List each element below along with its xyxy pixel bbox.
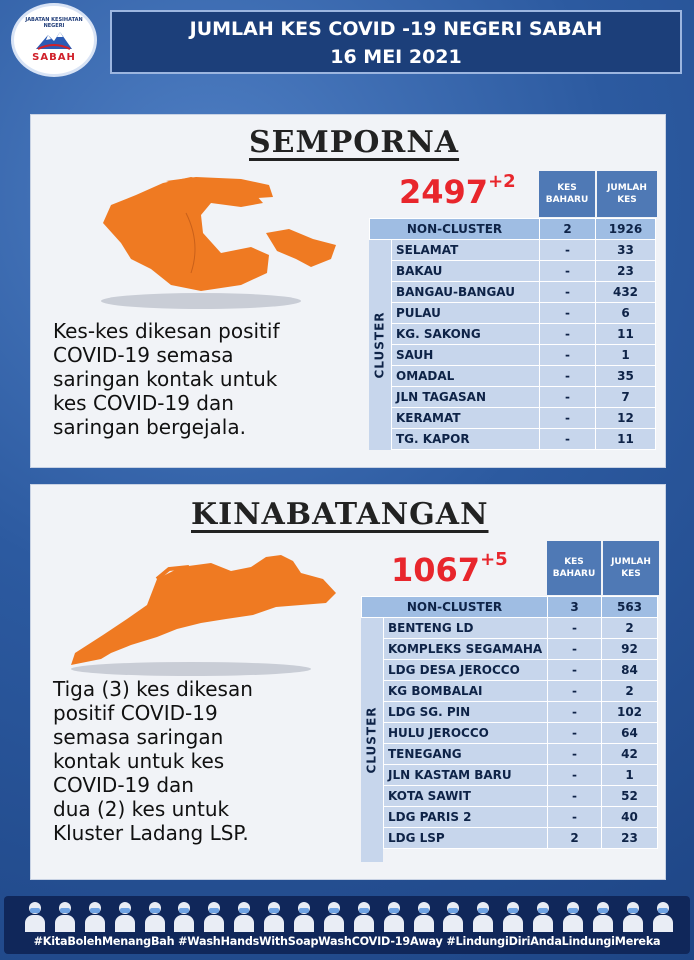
row-new: -	[540, 324, 596, 345]
mountain-icon	[34, 29, 74, 51]
row-total: 11	[596, 429, 656, 450]
row-new: -	[540, 429, 596, 450]
person-icon	[532, 902, 554, 932]
table-row	[362, 597, 658, 618]
row-new: -	[548, 702, 602, 723]
row-new: -	[540, 345, 596, 366]
row-new: -	[548, 639, 602, 660]
row-name: PULAU	[392, 303, 540, 324]
total-cases-value: 1067	[391, 551, 481, 589]
row-total: 1	[602, 765, 658, 786]
row-name: BANGAU-BANGAU	[392, 282, 540, 303]
table-row	[362, 723, 658, 744]
footer-banner	[4, 896, 690, 954]
person-icon	[442, 902, 464, 932]
row-name: HULU JEROCCO	[384, 723, 548, 744]
description-line: saringan kontak untuk	[53, 367, 278, 391]
description-line: COVID-19 dan	[53, 773, 194, 797]
row-new: -	[540, 408, 596, 429]
description-line: kes COVID-19 dan	[53, 391, 234, 415]
row-total: 11	[596, 324, 656, 345]
sabah-health-logo	[14, 6, 94, 74]
table-row	[362, 807, 658, 828]
description-line: semasa saringan	[53, 725, 224, 749]
cluster-spacer	[370, 387, 392, 408]
description-line: Kluster Ladang LSP.	[53, 821, 249, 845]
col-header-total: JUMLAH KES	[597, 171, 657, 217]
row-new: 2	[548, 828, 602, 849]
description-line: kontak untuk kes	[53, 749, 225, 773]
row-name: NON-CLUSTER	[370, 219, 540, 240]
row-new: -	[548, 807, 602, 828]
row-total: 52	[602, 786, 658, 807]
table-row	[370, 282, 656, 303]
person-icon	[652, 902, 674, 932]
person-icon	[233, 902, 255, 932]
description	[53, 319, 280, 439]
cluster-spacer	[362, 618, 384, 639]
cluster-spacer	[362, 681, 384, 702]
row-total: 102	[602, 702, 658, 723]
row-total: 6	[596, 303, 656, 324]
kinabatangan-map-icon	[61, 549, 341, 679]
description-line: positif COVID-19	[53, 701, 218, 725]
row-name: LDG LSP	[384, 828, 548, 849]
cluster-spacer	[370, 303, 392, 324]
cluster-spacer	[370, 408, 392, 429]
row-new: 3	[548, 597, 602, 618]
row-name: KOTA SAWIT	[384, 786, 548, 807]
row-new: -	[540, 387, 596, 408]
col-header-new: KES BAHARU	[539, 171, 595, 217]
row-name: BAKAU	[392, 261, 540, 282]
total-cases	[391, 551, 508, 589]
row-name: SAUH	[392, 345, 540, 366]
cases-table	[361, 596, 658, 849]
person-icon	[24, 902, 46, 932]
cluster-spacer	[362, 828, 384, 849]
description-line: saringan bergejala.	[53, 415, 246, 439]
row-total: 432	[596, 282, 656, 303]
description-line: Tiga (3) kes dikesan	[53, 677, 253, 701]
row-new: -	[548, 618, 602, 639]
row-new: 2	[540, 219, 596, 240]
table-row	[370, 240, 656, 261]
description-line: COVID-19 semasa	[53, 343, 234, 367]
table-row	[370, 345, 656, 366]
row-name: LDG PARIS 2	[384, 807, 548, 828]
row-name: KERAMAT	[392, 408, 540, 429]
cluster-spacer	[370, 261, 392, 282]
row-name: KG BOMBALAI	[384, 681, 548, 702]
table-row	[362, 681, 658, 702]
cluster-spacer	[370, 324, 392, 345]
cluster-spacer	[362, 702, 384, 723]
cluster-spacer	[362, 807, 384, 828]
row-new: -	[548, 681, 602, 702]
table-row	[362, 828, 658, 849]
row-name: KG. SAKONG	[392, 324, 540, 345]
header-date: 16 MEI 2021	[330, 46, 462, 68]
cases-table	[369, 218, 656, 450]
person-icon	[472, 902, 494, 932]
row-name: OMADAL	[392, 366, 540, 387]
row-total: 92	[602, 639, 658, 660]
table-row	[362, 660, 658, 681]
new-cases-value: +2	[488, 171, 516, 192]
hashtags: #KitaBolehMenangBah #WashHandsWithSoapWashCOVID-19Away #LindungiDiriAndaLindungiMereka	[33, 935, 661, 948]
row-new: -	[540, 261, 596, 282]
table-row	[370, 324, 656, 345]
cluster-label: CLUSTER	[369, 240, 391, 450]
description-line: dua (2) kes untuk	[53, 797, 230, 821]
row-total: 1	[596, 345, 656, 366]
cluster-spacer	[362, 660, 384, 681]
row-total: 23	[602, 828, 658, 849]
table-row	[362, 618, 658, 639]
cluster-spacer	[370, 345, 392, 366]
description	[53, 677, 253, 845]
row-new: -	[540, 282, 596, 303]
semporna-map-icon	[91, 173, 351, 313]
person-icon	[502, 902, 524, 932]
cluster-spacer	[370, 282, 392, 303]
person-icon	[562, 902, 584, 932]
person-icon	[353, 902, 375, 932]
person-icon	[144, 902, 166, 932]
page-header	[110, 10, 682, 74]
person-icon	[263, 902, 285, 932]
row-name: JLN KASTAM BARU	[384, 765, 548, 786]
person-icon	[173, 902, 195, 932]
row-new: -	[540, 303, 596, 324]
total-cases-value: 2497	[399, 173, 489, 211]
cluster-label: CLUSTER	[361, 618, 383, 862]
row-total: 64	[602, 723, 658, 744]
person-icon	[84, 902, 106, 932]
row-name: BENTENG LD	[384, 618, 548, 639]
row-new: -	[548, 723, 602, 744]
row-total: 2	[602, 618, 658, 639]
row-name: NON-CLUSTER	[362, 597, 548, 618]
col-header-total: JUMLAH KES	[603, 541, 659, 595]
row-new: -	[548, 765, 602, 786]
row-total: 563	[602, 597, 658, 618]
cluster-spacer	[370, 240, 392, 261]
row-new: -	[540, 366, 596, 387]
table-row	[370, 366, 656, 387]
row-total: 7	[596, 387, 656, 408]
row-total: 1926	[596, 219, 656, 240]
row-total: 2	[602, 681, 658, 702]
row-name: TG. KAPOR	[392, 429, 540, 450]
row-name: LDG DESA JEROCCO	[384, 660, 548, 681]
col-header-new: KES BAHARU	[547, 541, 601, 595]
row-new: -	[548, 786, 602, 807]
table-row	[370, 429, 656, 450]
table-row	[370, 408, 656, 429]
cluster-spacer	[362, 723, 384, 744]
person-icon	[383, 902, 405, 932]
new-cases-value: +5	[480, 549, 508, 570]
table-row	[370, 261, 656, 282]
person-icon	[203, 902, 225, 932]
cluster-spacer	[370, 429, 392, 450]
row-name: TENEGANG	[384, 744, 548, 765]
row-total: 33	[596, 240, 656, 261]
row-name: KOMPLEKS SEGAMAHA	[384, 639, 548, 660]
table-row	[362, 639, 658, 660]
district-title: KINABATANGAN	[191, 497, 489, 532]
description-line: Kes-kes dikesan positif	[53, 319, 280, 343]
row-new: -	[540, 240, 596, 261]
district-title: SEMPORNA	[249, 125, 460, 160]
cluster-spacer	[362, 744, 384, 765]
cluster-spacer	[362, 786, 384, 807]
person-icon	[293, 902, 315, 932]
person-icon	[592, 902, 614, 932]
person-icon	[323, 902, 345, 932]
row-name: LDG SG. PIN	[384, 702, 548, 723]
total-cases	[399, 173, 516, 211]
row-total: 35	[596, 366, 656, 387]
person-icon	[54, 902, 76, 932]
row-new: -	[548, 660, 602, 681]
logo-top-text: JABATAN KESIHATAN NEGERI	[25, 17, 83, 29]
row-new: -	[548, 744, 602, 765]
frontliners-strip	[24, 898, 674, 932]
row-total: 23	[596, 261, 656, 282]
table-row	[362, 744, 658, 765]
cluster-spacer	[362, 765, 384, 786]
row-name: SELAMAT	[392, 240, 540, 261]
table-row	[370, 219, 656, 240]
person-icon	[114, 902, 136, 932]
row-total: 84	[602, 660, 658, 681]
person-icon	[413, 902, 435, 932]
row-total: 40	[602, 807, 658, 828]
table-row	[370, 303, 656, 324]
person-icon	[622, 902, 644, 932]
table-row	[362, 786, 658, 807]
table-row	[362, 702, 658, 723]
semporna-panel	[30, 114, 666, 468]
row-total: 42	[602, 744, 658, 765]
row-total: 12	[596, 408, 656, 429]
cluster-spacer	[370, 366, 392, 387]
logo-name: SABAH	[32, 52, 76, 63]
table-row	[362, 765, 658, 786]
header-title: JUMLAH KES COVID -19 NEGERI SABAH	[189, 18, 603, 40]
table-row	[370, 387, 656, 408]
kinabatangan-panel	[30, 484, 666, 880]
row-name: JLN TAGASAN	[392, 387, 540, 408]
cluster-spacer	[362, 639, 384, 660]
